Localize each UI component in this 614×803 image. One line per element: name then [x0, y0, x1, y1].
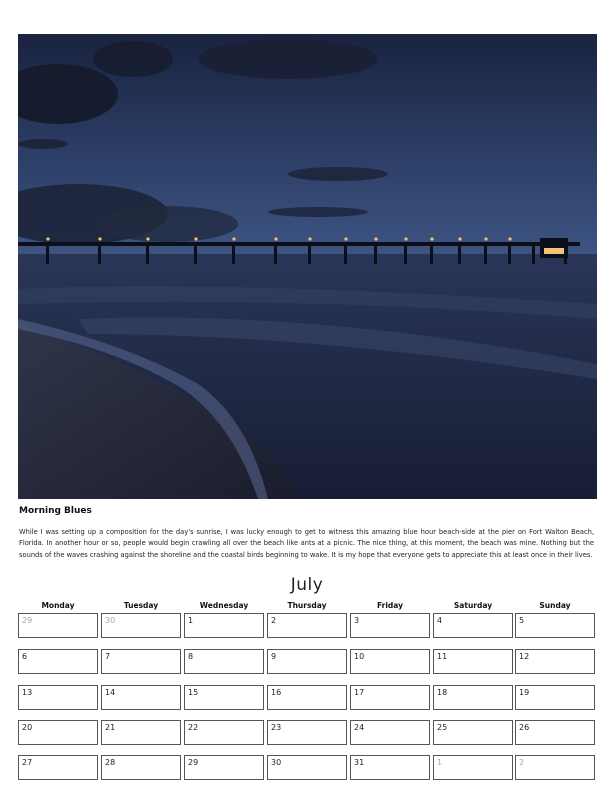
- day-cell: [267, 720, 347, 745]
- weekday-header-sunday: Sunday: [539, 601, 571, 610]
- beach-pier-photo: [18, 34, 597, 499]
- weekday-header-tuesday: Tuesday: [123, 601, 159, 610]
- day-cell: [433, 720, 513, 745]
- day-number: 22: [188, 723, 199, 732]
- day-number: 29: [22, 616, 33, 625]
- day-number: 13: [22, 688, 33, 697]
- day-cell: [267, 755, 347, 780]
- day-cell: [267, 613, 347, 638]
- weekday-header-saturday: Saturday: [453, 601, 493, 610]
- day-number: 21: [105, 723, 116, 732]
- day-number: 10: [354, 652, 365, 661]
- day-number: 17: [354, 688, 365, 697]
- day-cell: [350, 649, 430, 674]
- day-number: 20: [22, 723, 33, 732]
- day-number: 24: [354, 723, 365, 732]
- day-number: 9: [271, 652, 277, 661]
- day-cell: [350, 685, 430, 710]
- day-number: 25: [437, 723, 448, 732]
- day-cell: [184, 613, 264, 638]
- weekday-header-friday: Friday: [376, 601, 403, 610]
- day-number: 28: [105, 758, 116, 767]
- day-number: 18: [437, 688, 448, 697]
- day-cell: [184, 755, 264, 780]
- weekday-header-thursday: Thursday: [287, 601, 327, 610]
- day-cell: [184, 649, 264, 674]
- day-cell: [18, 720, 98, 745]
- day-number: 15: [188, 688, 199, 697]
- day-number: 8: [188, 652, 194, 661]
- day-cell: [433, 613, 513, 638]
- day-cell: [515, 755, 595, 780]
- day-number: 14: [105, 688, 116, 697]
- day-cell: [101, 649, 181, 674]
- day-cell: [18, 649, 98, 674]
- day-number: 26: [519, 723, 530, 732]
- day-cell: [515, 649, 595, 674]
- day-number: 7: [105, 652, 111, 661]
- day-number: 16: [271, 688, 282, 697]
- day-number: 30: [105, 616, 116, 625]
- day-cell: [515, 720, 595, 745]
- day-cell: [101, 720, 181, 745]
- day-cell: [18, 755, 98, 780]
- weekday-header-wednesday: Wednesday: [199, 601, 249, 610]
- day-number: 27: [22, 758, 33, 767]
- day-cell: [267, 685, 347, 710]
- day-cell: [350, 613, 430, 638]
- day-cell: [350, 755, 430, 780]
- day-cell: [101, 755, 181, 780]
- photo-description: While I was setting up a composition for the day's sunrise, I was lucky enough to get to witness this amazing blue hour beach-side at the pier on Fort Walton Beach, Florida. In another hour or so, people would begin crawling all over the beach like ants at a picnic. The nice thing, at this moment, the beach was mine. Nothing but the sounds of the waves crashing against the shoreline and the coastal birds beginning to wake. It is my hope that everyone gets to appreciate this at least once in their lives.: [19, 528, 594, 559]
- day-cell: [18, 685, 98, 710]
- day-number: 19: [519, 688, 530, 697]
- month-title: July: [290, 575, 324, 595]
- day-number: 2: [271, 616, 277, 625]
- photo-title: Morning Blues: [19, 506, 92, 516]
- day-number: 4: [437, 616, 443, 625]
- day-number: 5: [519, 616, 525, 625]
- day-cell: [184, 720, 264, 745]
- day-cell: [101, 613, 181, 638]
- day-number: 30: [271, 758, 282, 767]
- day-number: 1: [437, 758, 443, 767]
- day-cell: [101, 685, 181, 710]
- day-cell: [433, 685, 513, 710]
- day-cell: [515, 685, 595, 710]
- weekday-header-monday: Monday: [41, 601, 75, 610]
- day-number: 23: [271, 723, 282, 732]
- day-cell: [18, 613, 98, 638]
- day-cell: [433, 649, 513, 674]
- day-cell: [267, 649, 347, 674]
- day-number: 6: [22, 652, 28, 661]
- day-number: 29: [188, 758, 199, 767]
- day-number: 31: [354, 758, 365, 767]
- day-number: 2: [519, 758, 525, 767]
- day-cell: [433, 755, 513, 780]
- day-number: 11: [437, 652, 448, 661]
- day-number: 3: [354, 616, 360, 625]
- day-number: 1: [188, 616, 194, 625]
- calendar-photo: [18, 34, 597, 499]
- day-cell: [184, 685, 264, 710]
- day-cell: [515, 613, 595, 638]
- day-number: 12: [519, 652, 530, 661]
- day-cell: [350, 720, 430, 745]
